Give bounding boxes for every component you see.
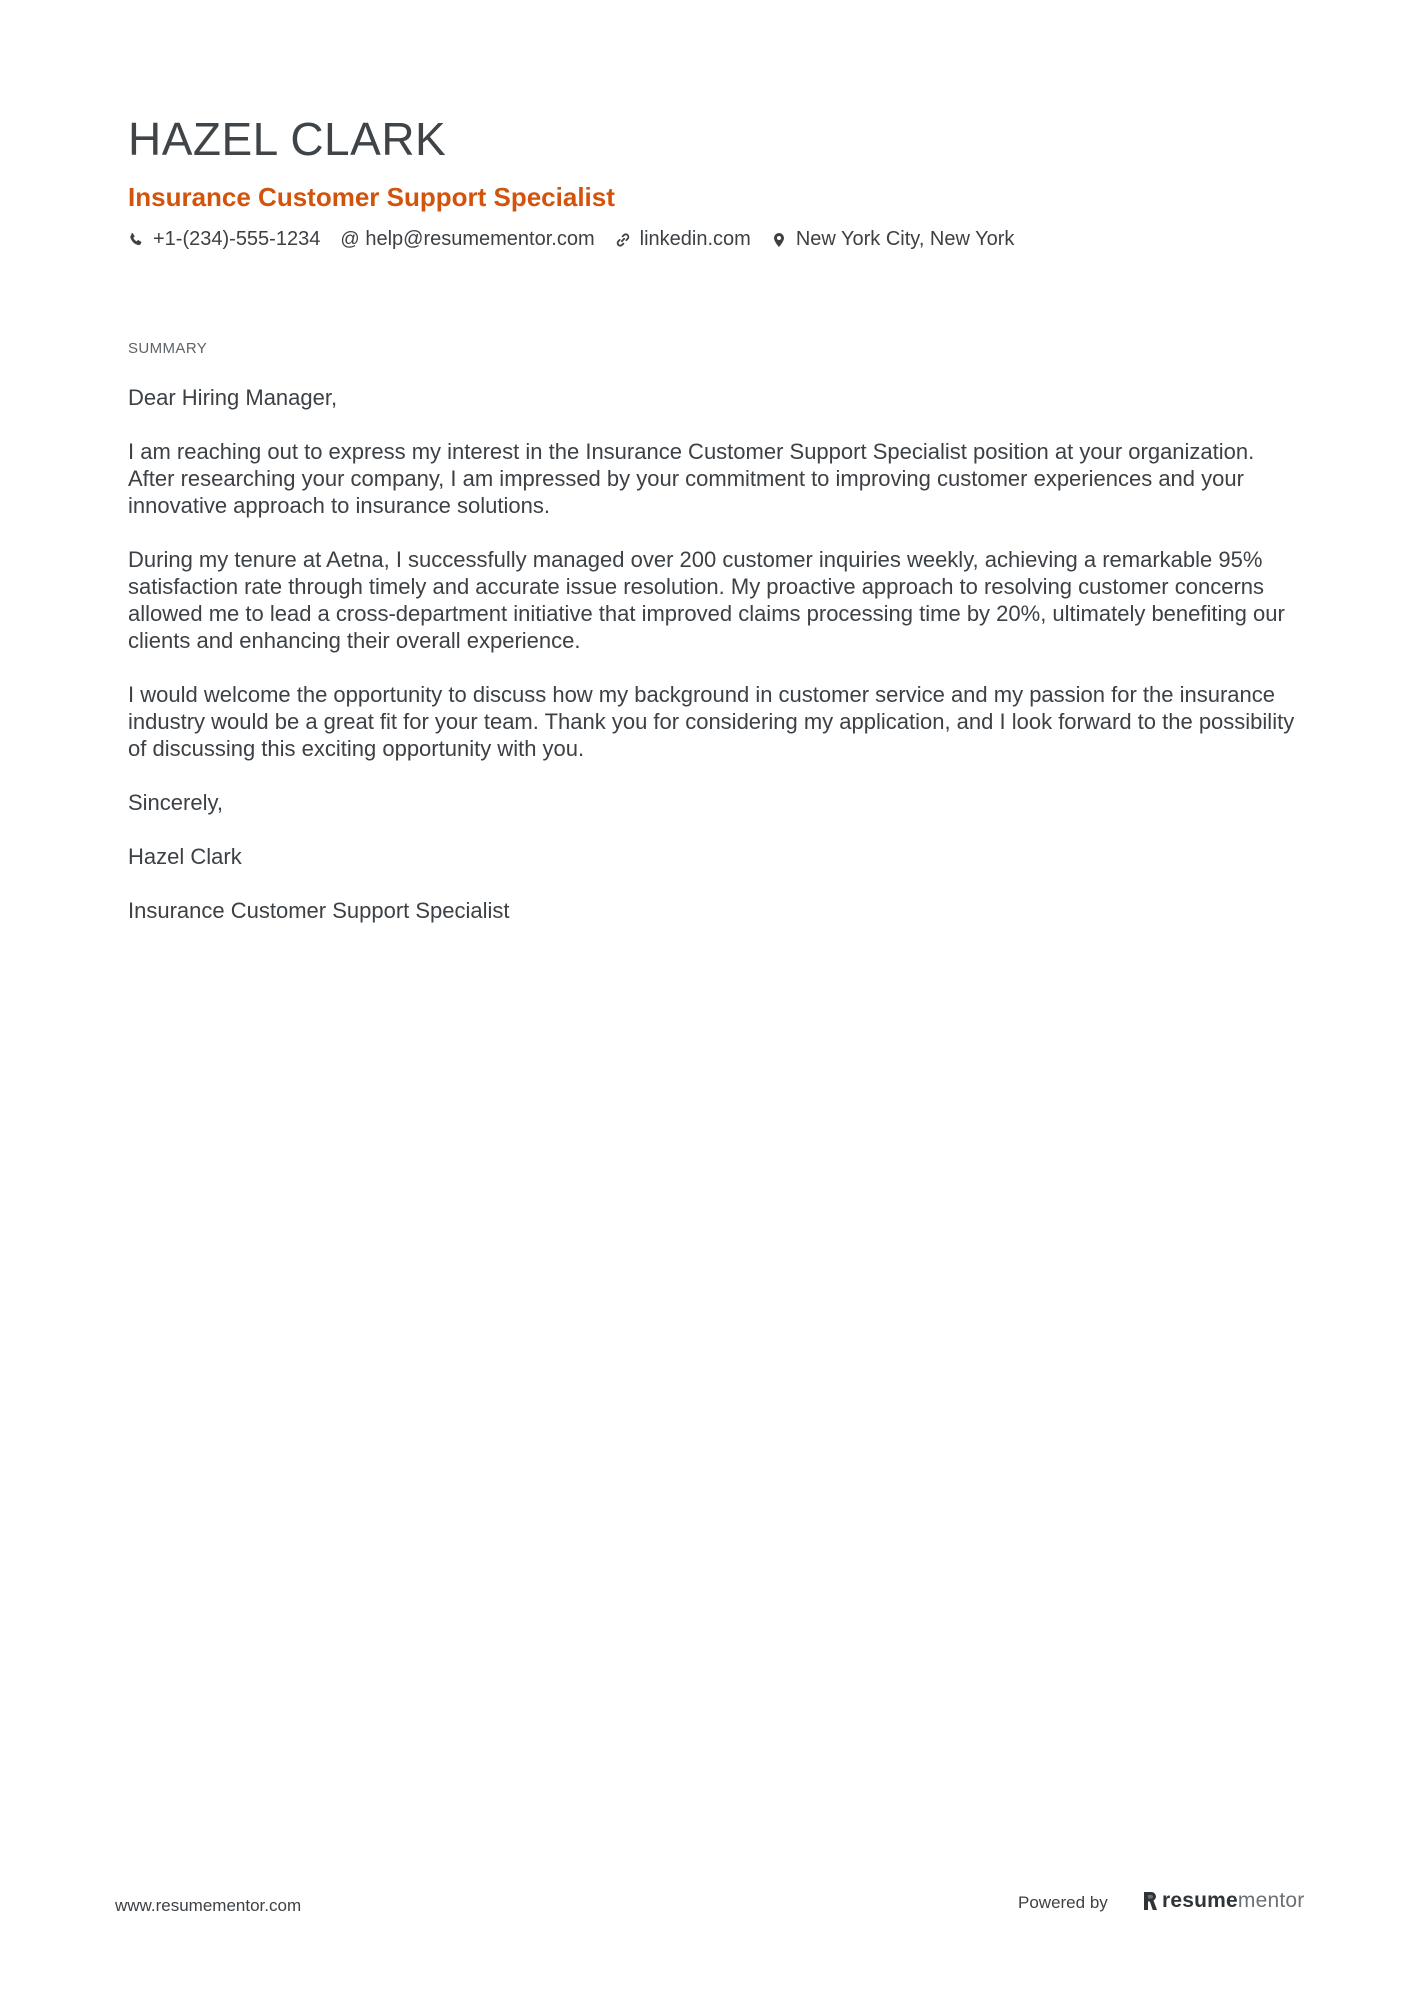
- logo-text-light: mentor: [1237, 1889, 1305, 1912]
- letter-paragraph: I would welcome the opportunity to discuss how my background in customer service and my passion for the insurance industry would be a great fit for your team. Thank you for considering my application, and I look forward to the possibility of discussing this exciting opportunity with you.: [128, 682, 1295, 761]
- letter-body: [128, 384, 1298, 951]
- email-text: help@resumementor.com: [365, 228, 595, 250]
- signature-name: Hazel Clark: [128, 844, 242, 869]
- contact-linkedin[interactable]: [615, 228, 751, 251]
- contact-location: [771, 228, 1015, 251]
- job-title: Insurance Customer Support Specialist: [128, 182, 615, 212]
- letter-closing: Sincerely,: [128, 790, 223, 815]
- logo-wordmark: [1162, 1889, 1304, 1913]
- letter-paragraph: During my tenure at Aetna, I successfully managed over 200 customer inquiries weekly, achieving a remarkable 95% satisfaction rate through timely and accurate issue resolution. My proactive approach to resolving customer concerns allowed me to lead a cross-department initiative that improved claims processing time by 20%, ultimately benefiting our clients and enhancing their overall experience.: [128, 547, 1285, 653]
- footer-website-link[interactable]: www.resumementor.com: [115, 1896, 302, 1915]
- linkedin-text: linkedin.com: [639, 228, 751, 250]
- resumementor-logo-mark-icon: [1142, 1890, 1158, 1912]
- contact-bar: [128, 228, 1034, 251]
- powered-by-label: Powered by: [1018, 1893, 1108, 1912]
- phone-icon: [128, 232, 144, 248]
- letter-greeting: Dear Hiring Manager,: [128, 385, 338, 410]
- location-text: New York City, New York: [795, 228, 1015, 250]
- resumementor-logo[interactable]: [1142, 1887, 1304, 1915]
- signature-title: Insurance Customer Support Specialist: [128, 898, 510, 923]
- link-icon: [615, 232, 631, 248]
- logo-text-bold: resume: [1162, 1889, 1238, 1912]
- candidate-name: HAZEL CLARK: [128, 113, 447, 165]
- letter-paragraph: I am reaching out to express my interest in the Insurance Customer Support Specialist position at your organization. After researching your company, I am impressed by your commitment to improving customer experiences and your innovative approach to insurance solutions.: [128, 439, 1255, 518]
- contact-email[interactable]: [340, 228, 594, 251]
- at-icon: @: [340, 229, 360, 250]
- phone-text: +1-(234)-555-1234: [153, 228, 321, 250]
- location-pin-icon: [771, 232, 787, 248]
- contact-phone[interactable]: [128, 228, 320, 251]
- section-summary-label: SUMMARY: [128, 340, 208, 357]
